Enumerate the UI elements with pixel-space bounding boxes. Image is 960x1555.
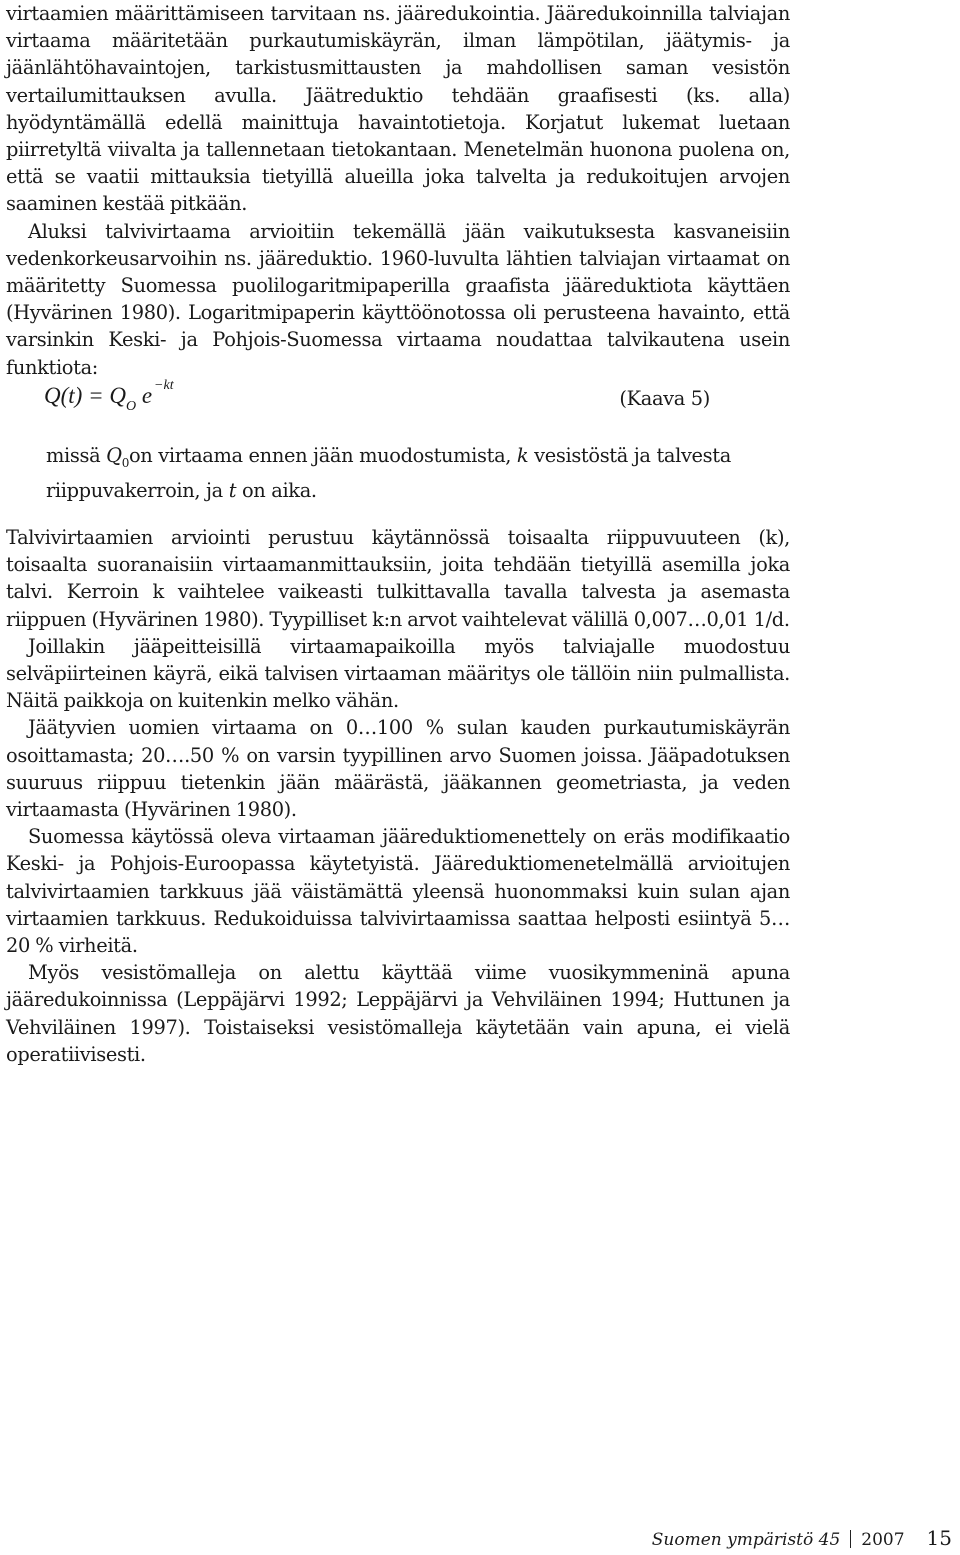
explanation-prefix: missä [46, 444, 107, 467]
explanation-line-2 [46, 477, 746, 505]
explanation-line2-suffix: on aika. [236, 478, 317, 502]
paragraph-3: Talvivirtaamien arviointi perustuu käytännössä toisaalta riippuvuuteen (k), toisaalta suoranaisiin virtaamanmittauksiin, joita tehdään tietyillä asemilla joka talvi. Kerroin k vaihtelee vaikeasti tulkittavalla tavalla talvesta ja asemasta riippuen (Hyvärinen 1980). Tyypilliset k:n arvot vaihtelevat välillä 0,007…0,01 1/d. [6, 526, 790, 631]
var-t: t [228, 478, 237, 502]
formula-5 [44, 378, 174, 414]
formula-base: e [141, 383, 153, 408]
footer-divider [850, 1530, 851, 1548]
page-number: 15 [926, 1526, 952, 1550]
formula-row [44, 378, 710, 423]
paragraph-1: virtaamien määrittämiseen tarvitaan ns. jääredukointia. Jääredukoinnilla talviajan virtaama määritetään purkautumiskäyrän, ilman lämpötilan, jäätymis- ja jäänlähtöhavaintojen, tarkistusmittausten ja mahdollisen saman vesistön vertailumittauksen avulla. Jäätreduktio tehdään graafisesti (ks. alla) hyödyntämällä edellä mainittuja havaintotietoja. Korjatut lukemat luetaan piirretyltä viivalta ja tallennetaan tietokantaan. Menetelmän huonona puolena on, että se vaatii mittauksia tietyillä alueilla joka talvelta ja redukoitujen arvojen saaminen kestää pitkään. [6, 2, 790, 216]
var-k: k [516, 444, 529, 467]
var-q-subscript: 0 [121, 455, 129, 470]
page-bottom-text [6, 524, 790, 1068]
explanation-after-k: vesistöstä ja talvesta [528, 444, 731, 467]
explanation-line-1 [46, 442, 746, 477]
formula-subscript: O [125, 399, 137, 414]
footer-year: 2007 [861, 1530, 905, 1550]
formula-exponent: −kt [154, 378, 174, 393]
footer-publication: Suomen ympäristö 45 [651, 1530, 841, 1550]
paragraph-2: Aluksi talvivirtaama arvioitiin tekemällä jään vaikutuksesta kasvaneisiin vedenkorkeusarvoihin ns. jääreduktio. 1960-luvulta lähtien talviajan virtaamat on määritetty Suomessa puolilogaritmipaperilla graafista jääreduktiota käyttäen (Hyvärinen 1980). Logaritmipaperin käyttöönotossa oli perusteena havainto, että varsinkin Keski- ja Pohjois-Suomessa virtaama noudattaa talvikautena usein funktiota: [6, 219, 790, 379]
paragraph-7: Myös vesistömalleja on alettu käyttää viime vuosikymmeninä apuna jääredukoinnissa (Leppäjärvi 1992; Leppäjärvi ja Vehviläinen 1994; Huttunen ja Vehviläinen 1997). Toistaiseksi vesistömalleja käytetään vain apuna, ei vielä operatiivisesti. [6, 961, 790, 1066]
paragraph-4: Joillakin jääpeitteisillä virtaamapaikoilla myös talviajalle muodostuu selväpiirteinen käyrä, eikä talvisen virtaaman määritys ole tällöin niin pulmallista. Näitä paikkoja on kuitenkin melko vähän. [6, 634, 790, 713]
formula-explanation [46, 442, 746, 505]
page-top-text [6, 0, 790, 381]
explanation-line2-prefix: riippuvakerroin, ja [46, 478, 229, 502]
paragraph-5: Jäätyvien uomien virtaama on 0…100 % sulan kauden purkautumiskäyrän osoittamasta; 20….50 % on varsin tyypillinen arvo Suomen joissa. Jääpadotuksen suuruus riippuu tietenkin jään määrästä, jääkannen geometriasta, ja veden virtaamasta (Hyvärinen 1980). [6, 716, 790, 822]
var-q: Q [106, 444, 122, 467]
explanation-middle: on virtaama ennen jään muodostumista, [128, 444, 517, 467]
formula-label: (Kaava 5) [619, 387, 710, 410]
page-footer [652, 1526, 952, 1550]
paragraph-6: Suomessa käytössä oleva virtaaman jääreduktiomenettely on eräs modifikaatio Keski- ja Pohjois-Euroopassa käytetyistä. Jääreduktiomenetelmällä arvioitujen talvivirtaamien tarkkuus jää väistämättä yleensä huonommaksi kuin sulan ajan virtaamien tarkkuus. Redukoiduissa talvivirtaamissa saattaa helposti esiintyä 5…20 % virheitä. [6, 825, 790, 958]
formula-lhs: Q(t) = Q [44, 383, 126, 408]
